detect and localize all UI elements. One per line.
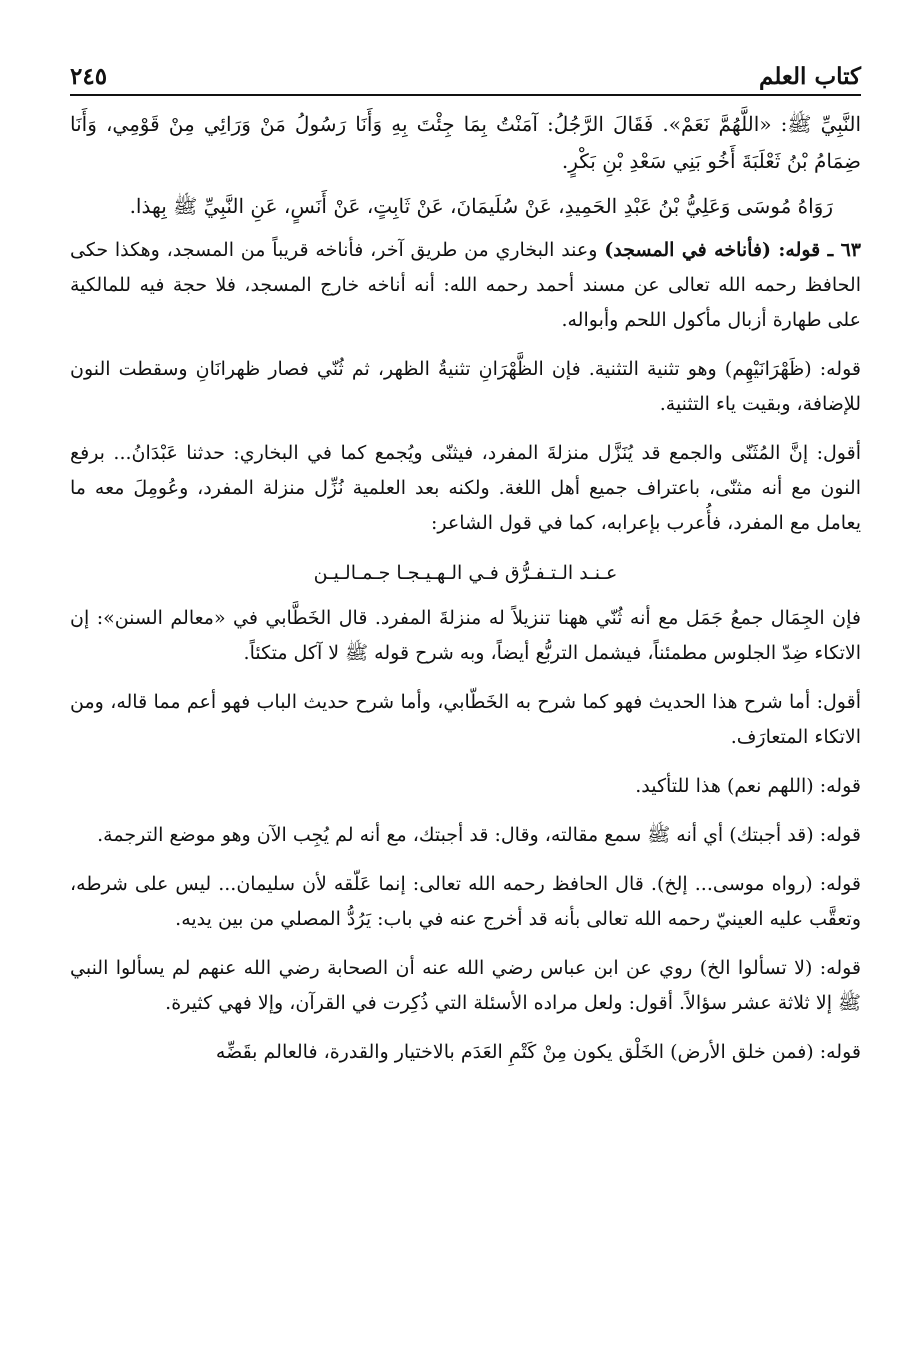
- commentary-paragraph: قوله: (لا تسألوا الخ) روي عن ابن عباس رضي الله عنه أن الصحابة رضي الله عنهم لم يسألوا النبي ﷺ إلا ثلاثة عشر سؤالاً. أقول: ولعل مراده الأسئلة التي ذُكِرت في القرآن، وإلا فهي كثيرة.: [70, 957, 861, 1014]
- page-header: [70, 54, 861, 96]
- poetry-verse: عـنـد الـتـفـرُّق فـي الـهـيـجـا جـمـالـيـن: [313, 562, 618, 584]
- commentary-paragraph: قوله: (اللهم نعم) هذا للتأكيد.: [635, 775, 861, 797]
- hadith-text: النَّبِيِّ ﷺ: «اللَّهُمَّ نَعَمْ». فَقَالَ الرَّجُلُ: آمَنْتُ بِمَا جِئْتَ بِهِ وَأَنَا رَسُولُ مَنْ وَرَائِي مِنْ قَوْمِي، وَأَنَا ضِمَامُ بْنُ ثَعْلَبَةَ أَخُو بَنِي سَعْدِ بْنِ بَكْرٍ.: [70, 112, 861, 173]
- commentary-paragraph: قوله: (رواه موسى... إلخ). قال الحافظ رحمه الله تعالى: إنما عَلّقه لأن سليمان... ليس على شرطه، وتعقَّب عليه العينيّ رحمه الله تعالى بأنه قد أخرج عنه في باب: يَرُدُّ المصلي من بين يديه.: [70, 873, 861, 930]
- commentary-paragraph: قوله: (فمن خلق الأرض) الخَلْق يكون مِنْ كَتْمِ العَدَم بالاختيار والقدرة، فالعالم بقَضِّه: [215, 1041, 861, 1063]
- section-heading: ٦٣ ـ قوله: (فأناخه في المسجد): [604, 239, 861, 261]
- commentary-paragraph: قوله: (ظَهْرَانَيْهِم) وهو تثنية التثنية. فإن الظَّهْرَانِ تثنيةُ الظهر، ثم ثُنّي فصار ظهرانَانِ وسقطت النون للإضافة، وبقيت ياء التثنية.: [70, 358, 861, 415]
- commentary-text: وعند البخاري من طريق آخر، فأناخه قريباً من المسجد، وهكذا حكى الحافظ رحمه الله تعالى عن مسند أحمد رحمه الله: أنه أناخه خارج المسجد، فلا حجة فيه للمالكية على طهارة أزبال مأكول اللحم وأبواله.: [70, 239, 861, 331]
- page-body: [70, 106, 861, 1361]
- commentary-paragraph: قوله: (قد أجبتك) أي أنه ﷺ سمع مقالته، وقال: قد أجبتك، مع أنه لم يُجِب الآن وهو موضع الترجمة.: [97, 824, 861, 846]
- hadith-chain: رَوَاهُ مُوسَى وَعَلِيُّ بْنُ عَبْدِ الحَمِيدِ، عَنْ سُلَيمَانَ، عَنْ ثَابِتٍ، عَنْ أَنَسٍ، عَنِ النَّبِيِّ ﷺ بِهذا.: [129, 194, 833, 218]
- commentary-paragraph: أقول: إنَّ المُثَنّى والجمع قد يُنَزَّل منزلةَ المفرد، فيثنّى ويُجمع كما في البخاري: حدثنا عَبْدَانُ... برفع النون مع أنه مثنّى، باعتراف جميع أهل اللغة. ولكنه بعد العلمية نُزِّل منزلة المفرد، وعُومِلَ معه ما يعامل مع المفرد، فأُعرب بإعرابه، كما في قول الشاعر:: [70, 442, 861, 534]
- book-title: كتاب العلم: [759, 63, 861, 90]
- page-number: ٢٤٥: [70, 63, 108, 90]
- commentary-paragraph: فإن الجِمَال جمعُ جَمَل مع أنه ثُنّي ههنا تنزيلاً له منزلةَ المفرد. قال الخَطَّابي في «معالم السنن»: إن الاتكاء ضِدّ الجلوس مطمئناً، فيشمل التربُّع أيضاً، وبه شرح قوله ﷺ لا آكل متكئاً.: [70, 607, 861, 664]
- commentary-paragraph: [70, 233, 861, 338]
- commentary-paragraph: أقول: أما شرح هذا الحديث فهو كما شرح به الخَطّابي، وأما شرح حديث الباب فهو أعم مما قاله، ومن الاتكاء المتعارَف.: [70, 691, 861, 748]
